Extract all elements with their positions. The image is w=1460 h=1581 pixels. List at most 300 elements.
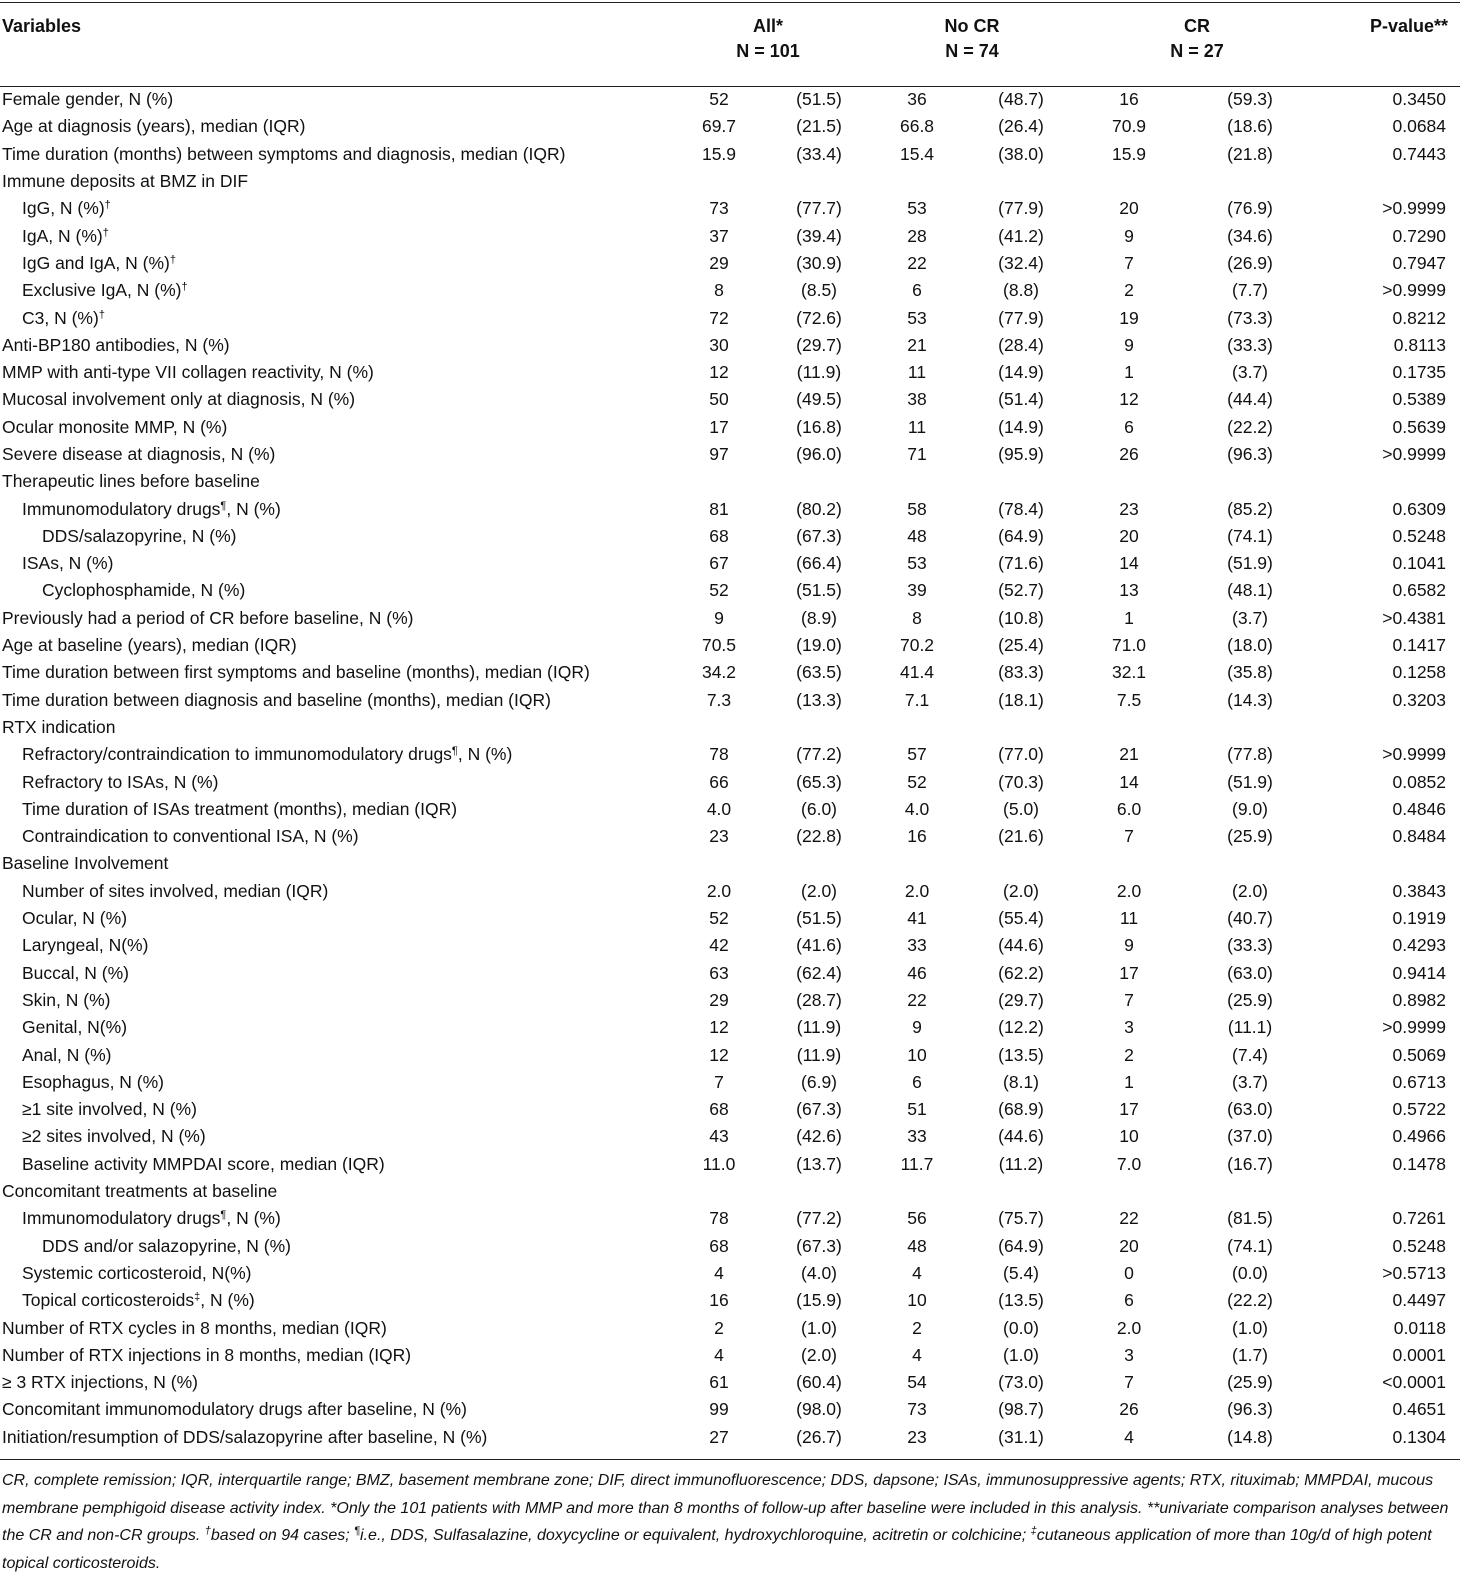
- nocr-value: 46: [907, 962, 927, 983]
- all-value: [668, 168, 770, 195]
- row-label: [0, 768, 668, 795]
- nocr-percent: [966, 1178, 1076, 1205]
- cr-percent: (0.0): [1232, 1262, 1269, 1283]
- p-value: 0.4966: [1392, 1126, 1447, 1147]
- cr-percent: [1182, 468, 1318, 495]
- cr-value: 14: [1119, 553, 1139, 574]
- nocr-value: 53: [907, 307, 927, 328]
- nocr-value: 39: [907, 580, 927, 601]
- all-value: 67: [709, 553, 729, 574]
- nocr-percent: (83.3): [998, 662, 1044, 683]
- all-value: 78: [709, 744, 729, 765]
- nocr-percent: (1.0): [1003, 1344, 1039, 1365]
- nocr-value: 56: [907, 1208, 927, 1229]
- cr-percent: (81.5): [1227, 1208, 1273, 1229]
- nocr-value: 71: [907, 444, 927, 464]
- all-value: 4.0: [706, 798, 732, 819]
- table-row: [0, 823, 1460, 850]
- all-value: 34.2: [701, 662, 737, 683]
- all-value: 81: [709, 498, 729, 519]
- p-value: 0.5248: [1392, 1235, 1447, 1256]
- p-value: 0.1304: [1392, 1426, 1447, 1447]
- nocr-value: 4: [912, 1344, 922, 1365]
- all-value: [668, 714, 770, 741]
- p-value: 0.1417: [1392, 635, 1447, 656]
- bottom-rule: [0, 1459, 1460, 1460]
- nocr-value: 70.2: [899, 635, 935, 656]
- row-label-text: Concomitant treatments at baseline: [2, 1181, 278, 1202]
- all-percent: (19.0): [796, 635, 842, 656]
- all-value: 69.7: [701, 116, 737, 137]
- all-percent: (11.9): [796, 362, 842, 383]
- all-percent: (65.3): [796, 771, 842, 792]
- footnote-part4: cutaneous application of more than 10g/d of high potent topical corticosteroids.: [2, 1527, 1432, 1572]
- table-row: [0, 850, 1460, 877]
- nocr-value: 10: [907, 1290, 927, 1311]
- p-value: >0.4381: [1382, 607, 1447, 628]
- table-row: [0, 250, 1460, 277]
- all-percent: (62.4): [796, 962, 842, 983]
- row-label-text: DDS/salazopyrine, N (%): [42, 525, 237, 546]
- row-label-suffix: , N (%): [200, 1290, 255, 1311]
- row-label: [0, 1041, 668, 1068]
- all-value: 68: [709, 525, 729, 546]
- cr-percent: (51.9): [1227, 553, 1273, 574]
- header-cr: [1076, 8, 1318, 86]
- cr-value: 9: [1124, 935, 1134, 956]
- footnote-sup-dagger: †: [204, 1525, 211, 1537]
- all-value: 17: [709, 416, 729, 437]
- p-value: >0.9999: [1382, 444, 1447, 464]
- row-label-text: Genital, N(%): [22, 1017, 128, 1038]
- cr-value: 26: [1119, 444, 1139, 464]
- row-label-text: Cyclophosphamide, N (%): [42, 580, 246, 601]
- all-value: 9: [714, 607, 724, 628]
- header-nocr: [868, 8, 1076, 86]
- row-label-footnote-mark: ¶: [220, 499, 227, 512]
- p-value: 0.5639: [1392, 416, 1447, 437]
- cr-value: 1: [1124, 607, 1134, 628]
- nocr-percent: (25.4): [998, 635, 1044, 656]
- header-all-n: N = 101: [736, 41, 800, 61]
- p-value: 0.7261: [1392, 1208, 1447, 1229]
- all-percent: (33.4): [796, 143, 842, 164]
- cr-percent: (63.0): [1227, 962, 1273, 983]
- p-value: 0.6582: [1392, 580, 1447, 601]
- header-cr-n: N = 27: [1170, 41, 1224, 61]
- all-value: 12: [709, 1044, 729, 1065]
- table-row: [0, 987, 1460, 1014]
- nocr-percent: (41.2): [998, 225, 1044, 246]
- cr-value: 20: [1119, 1235, 1139, 1256]
- nocr-percent: (18.1): [998, 689, 1044, 710]
- row-label: [0, 1287, 668, 1314]
- nocr-percent: (75.7): [998, 1208, 1044, 1229]
- nocr-percent: (2.0): [1003, 880, 1039, 901]
- row-label-suffix: , N (%): [226, 498, 281, 519]
- cr-value: 2.0: [1116, 1317, 1142, 1338]
- nocr-percent: (64.9): [998, 1235, 1044, 1256]
- all-value: 70.5: [701, 635, 737, 656]
- row-label-text: Time duration between diagnosis and baseline (months), median (IQR): [2, 689, 551, 710]
- nocr-percent: (14.9): [998, 362, 1044, 383]
- nocr-value: 33: [907, 935, 927, 956]
- all-value: 23: [709, 826, 729, 847]
- nocr-value: 11: [907, 362, 927, 383]
- cr-percent: (74.1): [1227, 1235, 1273, 1256]
- all-percent: (51.5): [796, 908, 842, 929]
- cr-value: [1076, 714, 1182, 741]
- row-label: [0, 632, 668, 659]
- row-label: [0, 1314, 668, 1341]
- cr-percent: (3.7): [1232, 1071, 1269, 1092]
- all-percent: (42.6): [796, 1126, 842, 1147]
- nocr-value: 23: [907, 1426, 927, 1447]
- nocr-percent: (78.4): [998, 498, 1044, 519]
- all-percent: (8.5): [801, 280, 837, 301]
- row-label-footnote-mark: ‡: [194, 1291, 201, 1304]
- header-all-label: All*: [753, 16, 784, 36]
- cr-value: 1: [1124, 362, 1134, 383]
- row-label-text: Concomitant immunomodulatory drugs after baseline, N (%): [2, 1399, 467, 1420]
- nocr-value: 41.4: [899, 662, 935, 683]
- table-row: [0, 195, 1460, 222]
- row-label-footnote-mark: ¶: [451, 745, 458, 758]
- cr-value: 70.9: [1111, 116, 1147, 137]
- p-value: 0.8982: [1392, 989, 1447, 1010]
- nocr-value: 52: [907, 771, 927, 792]
- table-row: [0, 1260, 1460, 1287]
- nocr-percent: (14.9): [998, 416, 1044, 437]
- p-value: 0.1041: [1392, 553, 1447, 574]
- p-value: >0.9999: [1382, 280, 1447, 301]
- all-value: 27: [709, 1426, 729, 1447]
- cr-value: 12: [1119, 389, 1139, 410]
- row-label: [0, 905, 668, 932]
- row-label-text: Initiation/resumption of DDS/salazopyrine after baseline, N (%): [2, 1426, 488, 1447]
- all-value: 30: [709, 334, 729, 355]
- cr-value: 2: [1124, 280, 1134, 301]
- table-row: [0, 304, 1460, 331]
- nocr-percent: (28.4): [998, 334, 1044, 355]
- footnote-sup-ddagger: ‡: [1030, 1525, 1037, 1537]
- row-label-text: Laryngeal, N(%): [22, 935, 149, 956]
- nocr-percent: (71.6): [998, 553, 1044, 574]
- all-value: 61: [709, 1372, 729, 1393]
- all-percent: (29.7): [796, 334, 842, 355]
- footnote-part1: CR, complete remission; IQR, interquartile range; BMZ, basement membrane zone; DIF, direct immunofluorescence; DDS, dapsone; ISAs, immunosuppressive agents; RTX, rituximab; MMPDAI, mucous membrane pemphigoid disease activity index. *Only the 101 patients with MMP and more than 8 months of follow-up after baseline were included in this analysis. **univariate comparison analyses between the CR and non-CR groups.: [2, 1472, 1449, 1544]
- cr-percent: (11.1): [1227, 1017, 1273, 1038]
- cr-value: 6: [1124, 416, 1134, 437]
- nocr-value: 66.8: [899, 116, 935, 137]
- cr-value: 2: [1124, 1044, 1134, 1065]
- all-percent: (2.0): [801, 880, 837, 901]
- row-label: [0, 332, 668, 359]
- nocr-value: [868, 850, 966, 877]
- all-value: 63: [709, 962, 729, 983]
- all-value: 7.3: [706, 689, 732, 710]
- nocr-percent: (55.4): [998, 908, 1044, 929]
- all-value: 68: [709, 1099, 729, 1120]
- table-row: [0, 386, 1460, 413]
- p-value: 0.0118: [1393, 1317, 1447, 1338]
- row-label-text: Number of RTX injections in 8 months, median (IQR): [2, 1344, 412, 1365]
- row-label-text: Time duration of ISAs treatment (months), median (IQR): [22, 798, 458, 819]
- p-value: 0.7947: [1392, 252, 1447, 273]
- cr-value: 3: [1124, 1017, 1134, 1038]
- row-label: [0, 605, 668, 632]
- p-value: 0.0852: [1392, 771, 1447, 792]
- all-value: 29: [709, 989, 729, 1010]
- nocr-value: 22: [907, 989, 927, 1010]
- nocr-percent: (44.6): [998, 935, 1044, 956]
- all-percent: (77.2): [796, 1208, 842, 1229]
- row-label: [0, 195, 668, 222]
- row-label: [0, 850, 668, 877]
- all-value: 29: [709, 252, 729, 273]
- nocr-value: 21: [907, 334, 927, 355]
- cr-percent: (3.7): [1232, 607, 1269, 628]
- cr-value: 10: [1119, 1126, 1139, 1147]
- table-row: [0, 468, 1460, 495]
- cr-percent: (51.9): [1227, 771, 1273, 792]
- all-value: 99: [709, 1399, 729, 1420]
- all-percent: [770, 1178, 868, 1205]
- all-percent: (39.4): [796, 225, 842, 246]
- cr-value: 20: [1119, 525, 1139, 546]
- all-value: 2.0: [706, 880, 732, 901]
- table-row: [0, 1069, 1460, 1096]
- all-percent: (11.9): [796, 1017, 842, 1038]
- row-label: [0, 441, 668, 468]
- row-label: [0, 1232, 668, 1259]
- nocr-percent: (77.9): [998, 307, 1044, 328]
- cr-percent: (48.1): [1227, 580, 1273, 601]
- all-percent: (16.8): [796, 416, 842, 437]
- nocr-value: 6: [912, 1071, 922, 1092]
- row-label-suffix: , N (%): [226, 1208, 281, 1229]
- table-row: [0, 796, 1460, 823]
- row-label-text: Esophagus, N (%): [22, 1071, 165, 1092]
- p-value: [1318, 468, 1460, 495]
- row-label-text: Anal, N (%): [22, 1044, 112, 1065]
- nocr-percent: (5.4): [1003, 1262, 1039, 1283]
- row-label-text: ≥1 site involved, N (%): [22, 1099, 197, 1120]
- cr-percent: (25.9): [1227, 1372, 1273, 1393]
- row-label-text: Immunomodulatory drugs: [22, 498, 221, 519]
- cr-value: 0: [1124, 1262, 1134, 1283]
- all-value: 11.0: [702, 1153, 736, 1174]
- row-label-footnote-mark: †: [181, 281, 188, 294]
- all-percent: (98.0): [796, 1399, 842, 1420]
- nocr-value: 11.7: [900, 1153, 934, 1174]
- nocr-percent: [966, 168, 1076, 195]
- cr-value: 7: [1124, 1372, 1134, 1393]
- table-row: [0, 1123, 1460, 1150]
- nocr-value: 58: [907, 498, 927, 519]
- row-label-text: Topical corticosteroids: [22, 1290, 195, 1311]
- all-percent: [770, 468, 868, 495]
- row-label-text: Age at diagnosis (years), median (IQR): [2, 116, 306, 137]
- p-value: 0.8113: [1393, 334, 1447, 355]
- p-value: [1318, 1178, 1460, 1205]
- row-label-footnote-mark: †: [102, 226, 109, 239]
- table-row: [0, 1314, 1460, 1341]
- nocr-percent: (95.9): [998, 444, 1044, 464]
- cr-percent: (22.2): [1227, 416, 1273, 437]
- cr-percent: (96.3): [1227, 444, 1273, 464]
- table-row: [0, 741, 1460, 768]
- row-label: [0, 1151, 668, 1178]
- row-label: [0, 113, 668, 140]
- nocr-value: 28: [907, 225, 927, 246]
- row-label-text: Therapeutic lines before baseline: [2, 471, 260, 492]
- nocr-percent: (62.2): [998, 962, 1044, 983]
- row-label: [0, 250, 668, 277]
- p-value: 0.0001: [1392, 1344, 1447, 1365]
- nocr-value: [868, 714, 966, 741]
- nocr-value: 48: [907, 525, 927, 546]
- all-percent: (60.4): [796, 1372, 842, 1393]
- p-value: 0.5389: [1392, 389, 1447, 410]
- cr-percent: (44.4): [1227, 389, 1273, 410]
- cr-value: [1076, 468, 1182, 495]
- p-value: 0.3450: [1392, 89, 1447, 110]
- cr-value: 2.0: [1116, 880, 1142, 901]
- nocr-value: 54: [907, 1372, 927, 1393]
- all-value: 52: [709, 908, 729, 929]
- row-label: [0, 386, 668, 413]
- row-label: [0, 168, 668, 195]
- cr-percent: (25.9): [1227, 989, 1273, 1010]
- cr-percent: (14.3): [1227, 689, 1273, 710]
- all-percent: (8.9): [801, 607, 837, 628]
- cr-percent: (33.3): [1227, 334, 1273, 355]
- all-value: 72: [709, 307, 729, 328]
- header-nocr-n: N = 74: [945, 41, 999, 61]
- row-label-text: Baseline Involvement: [2, 853, 169, 874]
- nocr-value: [868, 1178, 966, 1205]
- cr-percent: (25.9): [1227, 826, 1273, 847]
- row-label: [0, 987, 668, 1014]
- cr-value: 17: [1119, 1099, 1139, 1120]
- all-value: 4: [714, 1262, 724, 1283]
- p-value: [1318, 714, 1460, 741]
- nocr-percent: (38.0): [998, 143, 1044, 164]
- p-value: >0.9999: [1382, 198, 1447, 219]
- all-value: [668, 850, 770, 877]
- p-value: 0.5069: [1392, 1044, 1447, 1065]
- row-label: [0, 1014, 668, 1041]
- table-row: [0, 1178, 1460, 1205]
- footnote: [2, 1467, 1456, 1577]
- cr-percent: (9.0): [1232, 798, 1269, 819]
- p-value: 0.8484: [1392, 826, 1447, 847]
- all-percent: (21.5): [796, 116, 842, 137]
- cr-percent: (1.7): [1232, 1344, 1269, 1365]
- all-percent: (11.9): [796, 1044, 842, 1065]
- nocr-percent: (31.1): [998, 1426, 1044, 1447]
- nocr-percent: (8.8): [1003, 280, 1039, 301]
- all-value: 66: [709, 771, 729, 792]
- header-pvalue: P-value**: [1369, 16, 1449, 36]
- cr-percent: (59.3): [1227, 89, 1273, 110]
- row-label: [0, 304, 668, 331]
- nocr-value: 4.0: [904, 798, 930, 819]
- p-value: [1318, 168, 1460, 195]
- table-row: [0, 1014, 1460, 1041]
- table-row: [0, 332, 1460, 359]
- data-table: [0, 8, 1460, 1451]
- row-label: [0, 1342, 668, 1369]
- all-value: [668, 1178, 770, 1205]
- nocr-percent: (44.6): [998, 1126, 1044, 1147]
- all-value: 52: [709, 89, 729, 110]
- header-nocr-label: No CR: [944, 16, 1000, 36]
- row-label: [0, 1123, 668, 1150]
- nocr-percent: (98.7): [998, 1399, 1044, 1420]
- row-label-text: ≥2 sites involved, N (%): [22, 1126, 206, 1147]
- header-variables: Variables: [2, 16, 82, 36]
- all-percent: (30.9): [796, 252, 842, 273]
- all-value: 16: [709, 1290, 729, 1311]
- row-label-text: Mucosal involvement only at diagnosis, N (%): [2, 389, 356, 410]
- row-label-text: Ocular monosite MMP, N (%): [2, 416, 228, 437]
- cr-value: 7: [1124, 826, 1134, 847]
- row-label-text: Skin, N (%): [22, 989, 111, 1010]
- nocr-value: 6: [912, 280, 922, 301]
- nocr-value: 53: [907, 198, 927, 219]
- all-value: 43: [709, 1126, 729, 1147]
- header-row: [0, 8, 1460, 86]
- nocr-percent: [966, 468, 1076, 495]
- row-label: [0, 222, 668, 249]
- cr-percent: (2.0): [1232, 880, 1269, 901]
- p-value: >0.9999: [1382, 744, 1447, 765]
- nocr-percent: (77.0): [998, 744, 1044, 765]
- row-label-text: Refractory/contraindication to immunomodulatory drugs: [22, 744, 452, 765]
- nocr-percent: (32.4): [998, 252, 1044, 273]
- row-label-text: Time duration between first symptoms and baseline (months), median (IQR): [2, 662, 590, 683]
- nocr-percent: (0.0): [1003, 1317, 1039, 1338]
- cr-value: 26: [1119, 1399, 1139, 1420]
- cr-percent: (74.1): [1227, 525, 1273, 546]
- table-row: [0, 222, 1460, 249]
- nocr-value: 38: [907, 389, 927, 410]
- footnote-sup-pilcrow: ¶: [354, 1525, 361, 1537]
- p-value: 0.7443: [1392, 143, 1447, 164]
- cr-value: 7: [1124, 252, 1134, 273]
- row-label: [0, 1205, 668, 1232]
- cr-value: 9: [1124, 334, 1134, 355]
- cr-percent: (7.7): [1232, 280, 1269, 301]
- row-label-text: C3, N (%): [22, 307, 99, 328]
- nocr-percent: (12.2): [998, 1017, 1044, 1038]
- table-row: [0, 1424, 1460, 1451]
- table-row: [0, 1396, 1460, 1423]
- p-value: 0.5248: [1392, 525, 1447, 546]
- cr-value: 17: [1119, 962, 1139, 983]
- table-row: [0, 960, 1460, 987]
- all-percent: (15.9): [796, 1290, 842, 1311]
- all-value: 12: [709, 362, 729, 383]
- row-label-suffix: , N (%): [457, 744, 513, 765]
- table-row: [0, 359, 1460, 386]
- header-all: [668, 8, 868, 86]
- table-row: [0, 1369, 1460, 1396]
- table-row: [0, 932, 1460, 959]
- cr-value: [1076, 1178, 1182, 1205]
